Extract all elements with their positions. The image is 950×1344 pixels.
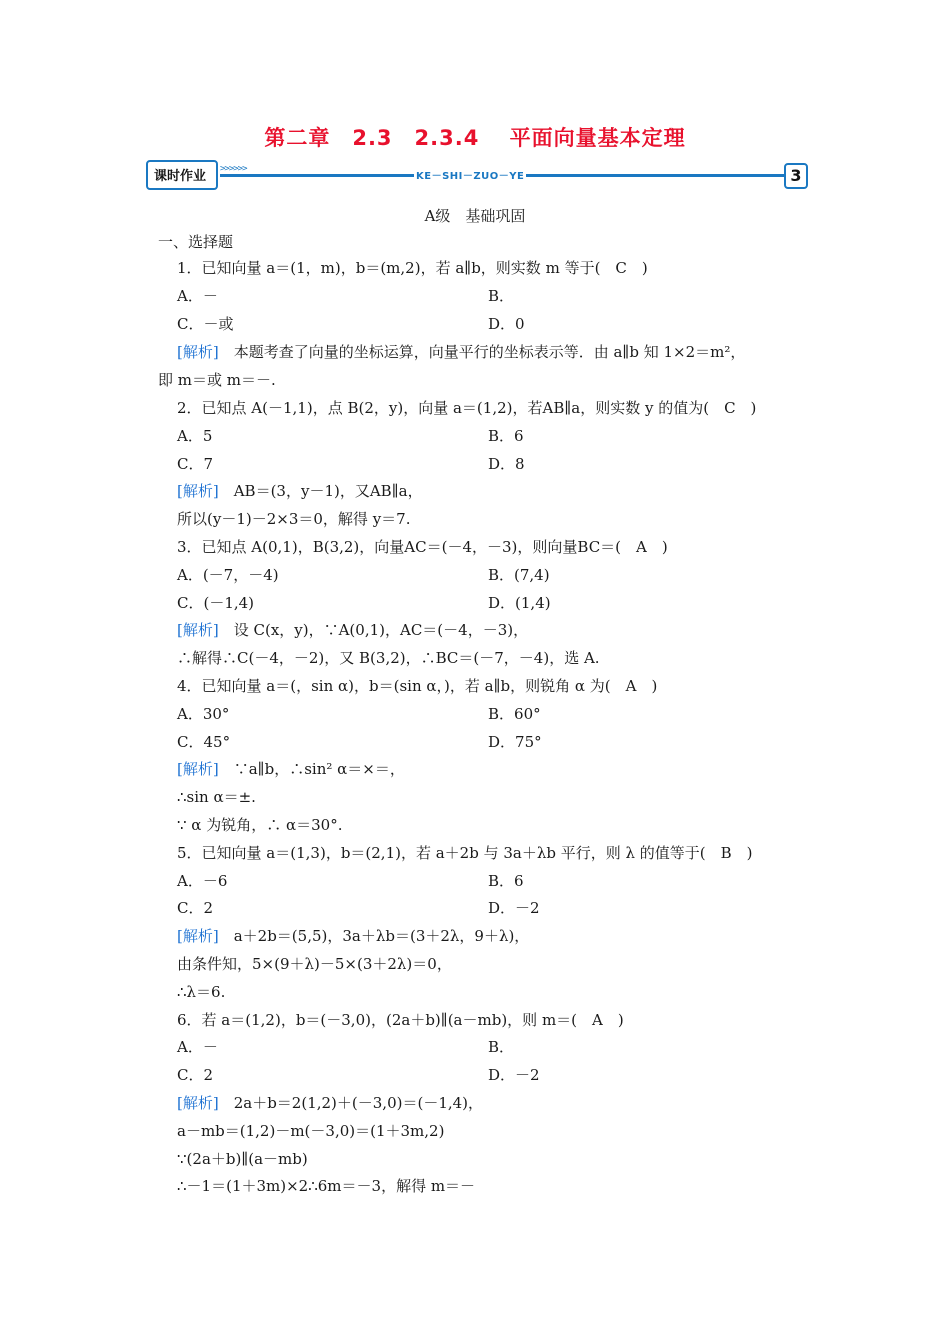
- line-text: C．45°: [177, 733, 231, 751]
- line-text: ∵(2a＋b)∥(a－mb): [177, 1150, 308, 1168]
- text-line: [177, 455, 213, 473]
- text-line: [488, 733, 542, 751]
- banner-badge: 课时作业: [146, 160, 218, 190]
- line-text: ∴λ＝6.: [177, 983, 226, 1001]
- text-line: [488, 427, 524, 445]
- line-text: 所以(y－1)－2×3＝0，解得 y＝7.: [177, 510, 411, 528]
- line-text: C．7: [177, 455, 214, 473]
- banner-arrows: >>>>>>: [220, 164, 247, 174]
- text-line: [177, 427, 212, 445]
- section-heading: 一、选择题: [158, 233, 234, 251]
- text-line: [177, 872, 227, 890]
- text-line: [177, 259, 648, 277]
- line-text: D．(1,4): [488, 594, 551, 612]
- line-text: A．30°: [177, 705, 230, 723]
- line-text: A．－: [177, 287, 218, 305]
- line-text: 由条件知，5×(9＋λ)－5×(3＋2λ)＝0，: [177, 955, 452, 973]
- analysis-tag: [解析]: [177, 1094, 219, 1112]
- text-line: [177, 705, 229, 723]
- line-text: ∵a∥b，∴sin² α＝×＝，: [218, 760, 405, 778]
- text-line: [177, 315, 233, 333]
- line-text: A．－6: [177, 872, 228, 890]
- line-text: A．5: [177, 427, 213, 445]
- analysis-tag: [解析]: [177, 343, 219, 361]
- text-line: [177, 538, 668, 556]
- text-line: [488, 315, 525, 333]
- analysis-line: [177, 1094, 483, 1112]
- text-line: [488, 566, 550, 584]
- line-text: 2a＋b＝2(1,2)＋(－3,0)＝(－1,4)，: [218, 1094, 484, 1112]
- line-text: C．2: [177, 899, 214, 917]
- homework-banner: [146, 158, 808, 194]
- text-line: [177, 1011, 624, 1029]
- line-text: D．8: [488, 455, 525, 473]
- level-heading: A级 基础巩固: [424, 207, 526, 225]
- line-text: a＋2b＝(5,5)，3a＋λb＝(3＋2λ，9＋λ)，: [218, 927, 530, 945]
- line-text: ∵ α 为锐角，∴ α＝30°.: [177, 816, 343, 834]
- line-text: 3．已知点 A(0,1)，B(3,2)，向量AC＝(－4，－3)，则向量BC＝( A ): [177, 538, 668, 556]
- line-text: 设 C(x，y)，∵A(0,1)，AC＝(－4，－3)，: [218, 621, 529, 639]
- line-text: 6．若 a＝(1,2)，b＝(－3,0)，(2a＋b)∥(a－mb)，则 m＝( A ): [177, 1011, 624, 1029]
- banner-number: 3: [784, 163, 808, 189]
- analysis-line: [177, 621, 528, 639]
- analysis-line: [177, 482, 423, 500]
- text-line: [177, 1150, 308, 1168]
- line-text: D．－2: [488, 1066, 540, 1084]
- line-text: D．75°: [488, 733, 542, 751]
- text-line: [177, 677, 657, 695]
- line-text: A．(－7，－4): [177, 566, 279, 584]
- text-line: [177, 788, 256, 806]
- line-text: 5．已知向量 a＝(1,3)，b＝(2,1)，若 a＋2b 与 3a＋λb 平行，则 λ 的值等于( B ): [177, 844, 753, 862]
- text-line: [488, 594, 551, 612]
- line-text: C．(－1,4): [177, 594, 255, 612]
- text-line: [177, 287, 218, 305]
- text-line: [177, 983, 225, 1001]
- text-line: [177, 594, 254, 612]
- line-text: ∴－1＝(1＋3m)×2∴6m＝－3，解得 m＝－: [177, 1177, 476, 1195]
- text-line: [177, 899, 213, 917]
- text-line: [177, 955, 452, 973]
- text-line: [177, 1177, 475, 1195]
- analysis-tag: [解析]: [177, 482, 219, 500]
- analysis-line: [177, 760, 405, 778]
- text-line: [177, 816, 342, 834]
- line-text: C．2: [177, 1066, 214, 1084]
- text-line: [488, 1066, 540, 1084]
- page-title: 第二章 2.3 2.3.4 平面向量基本定理: [264, 126, 686, 150]
- banner-pinyin: KE－SHI－ZUO－YE: [414, 167, 526, 182]
- line-text: D．0: [488, 315, 525, 333]
- line-text: B．: [488, 287, 515, 305]
- text-line: [177, 399, 756, 417]
- line-text: B．6: [488, 427, 524, 445]
- text-line: [177, 844, 753, 862]
- analysis-line: [177, 343, 745, 361]
- line-text: A．－: [177, 1038, 218, 1056]
- text-line: [488, 872, 524, 890]
- text-line: [177, 1038, 218, 1056]
- line-text: 本题考查了向量的坐标运算，向量平行的坐标表示等．由 a∥b 知 1×2＝m²，: [218, 343, 746, 361]
- text-line: [488, 705, 541, 723]
- line-text: B．: [488, 1038, 515, 1056]
- text-line: [488, 899, 540, 917]
- text-line: [488, 1038, 514, 1056]
- text-line: [177, 1122, 444, 1140]
- line-text: C．－或: [177, 315, 234, 333]
- text-line: [488, 287, 514, 305]
- text-line: [177, 566, 279, 584]
- text-line: [158, 371, 276, 389]
- line-text: AB＝(3，y－1)，又AB∥a，: [218, 482, 423, 500]
- analysis-tag: [解析]: [177, 621, 219, 639]
- line-text: 即 m＝或 m＝－.: [158, 371, 276, 389]
- line-text: ∴解得∴C(－4，－2)，又 B(3,2)，∴BC＝(－7，－4)，选 A.: [177, 649, 600, 667]
- text-line: [177, 649, 600, 667]
- line-text: B．60°: [488, 705, 541, 723]
- text-line: [177, 510, 410, 528]
- line-text: D．－2: [488, 899, 540, 917]
- analysis-tag: [解析]: [177, 760, 219, 778]
- line-text: B．6: [488, 872, 524, 890]
- analysis-tag: [解析]: [177, 927, 219, 945]
- line-text: 1．已知向量 a＝(1，m)，b＝(m,2)，若 a∥b，则实数 m 等于( C ): [177, 259, 648, 277]
- text-line: [177, 1066, 213, 1084]
- line-text: B．(7,4): [488, 566, 550, 584]
- line-text: 2．已知点 A(－1,1)，点 B(2，y)，向量 a＝(1,2)，若AB∥a，则实数 y 的值为( C ): [177, 399, 757, 417]
- text-line: [488, 455, 525, 473]
- line-text: a－mb＝(1,2)－m(－3,0)＝(1＋3m,2): [177, 1122, 445, 1140]
- line-text: ∴sin α＝±.: [177, 788, 256, 806]
- text-line: [177, 733, 230, 751]
- line-text: 4．已知向量 a＝(，sin α)，b＝(sin α，)，若 a∥b，则锐角 α 为( A ): [177, 677, 658, 695]
- analysis-line: [177, 927, 529, 945]
